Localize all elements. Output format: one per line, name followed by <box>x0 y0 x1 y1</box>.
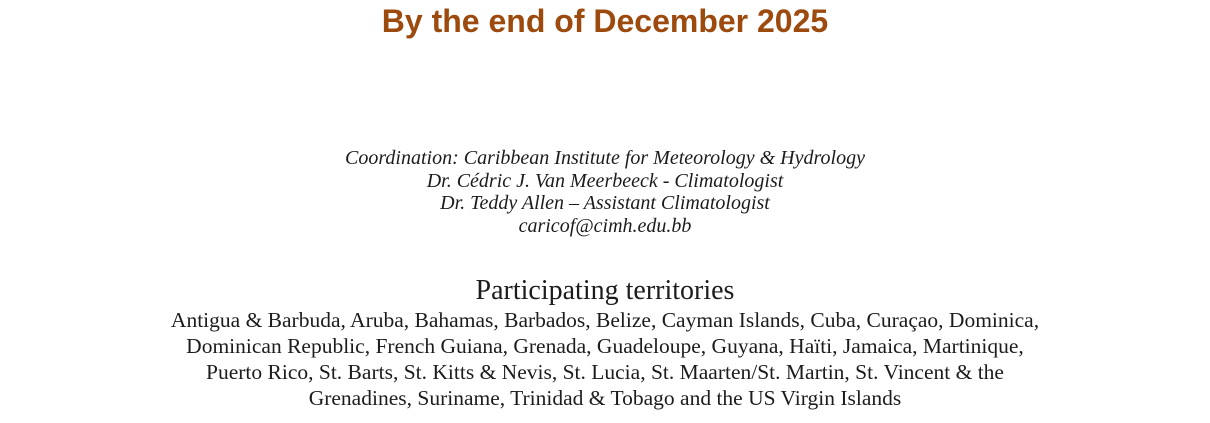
territories-line: Dominican Republic, French Guiana, Grenada, Guadeloupe, Guyana, Haïti, Jamaica, Martinique, <box>186 334 1024 358</box>
coordination-line-email: caricof@cimh.edu.bb <box>518 214 692 237</box>
territories-line: Antigua & Barbuda, Aruba, Bahamas, Barbados, Belize, Cayman Islands, Cuba, Curaçao, Dominica, <box>170 308 1040 332</box>
coordination-block <box>0 147 1210 237</box>
coordination-line-institute: Coordination: Caribbean Institute for Meteorology & Hydrology <box>345 147 865 169</box>
document-title: By the end of December 2025 <box>381 3 829 39</box>
territories-line: Puerto Rico, St. Barts, St. Kitts & Nevis, St. Lucia, St. Maarten/St. Martin, St. Vincent & the <box>206 360 1004 384</box>
coordination-line-assistant-climatologist: Dr. Teddy Allen – Assistant Climatologist <box>440 192 770 214</box>
territories-list <box>0 307 1210 411</box>
territories-line: Grenadines, Suriname, Trinidad & Tobago and the US Virgin Islands <box>308 386 902 410</box>
coordination-line-climatologist: Dr. Cédric J. Van Meerbeeck - Climatologist <box>426 169 784 192</box>
territories-heading: Participating territories <box>475 275 735 306</box>
